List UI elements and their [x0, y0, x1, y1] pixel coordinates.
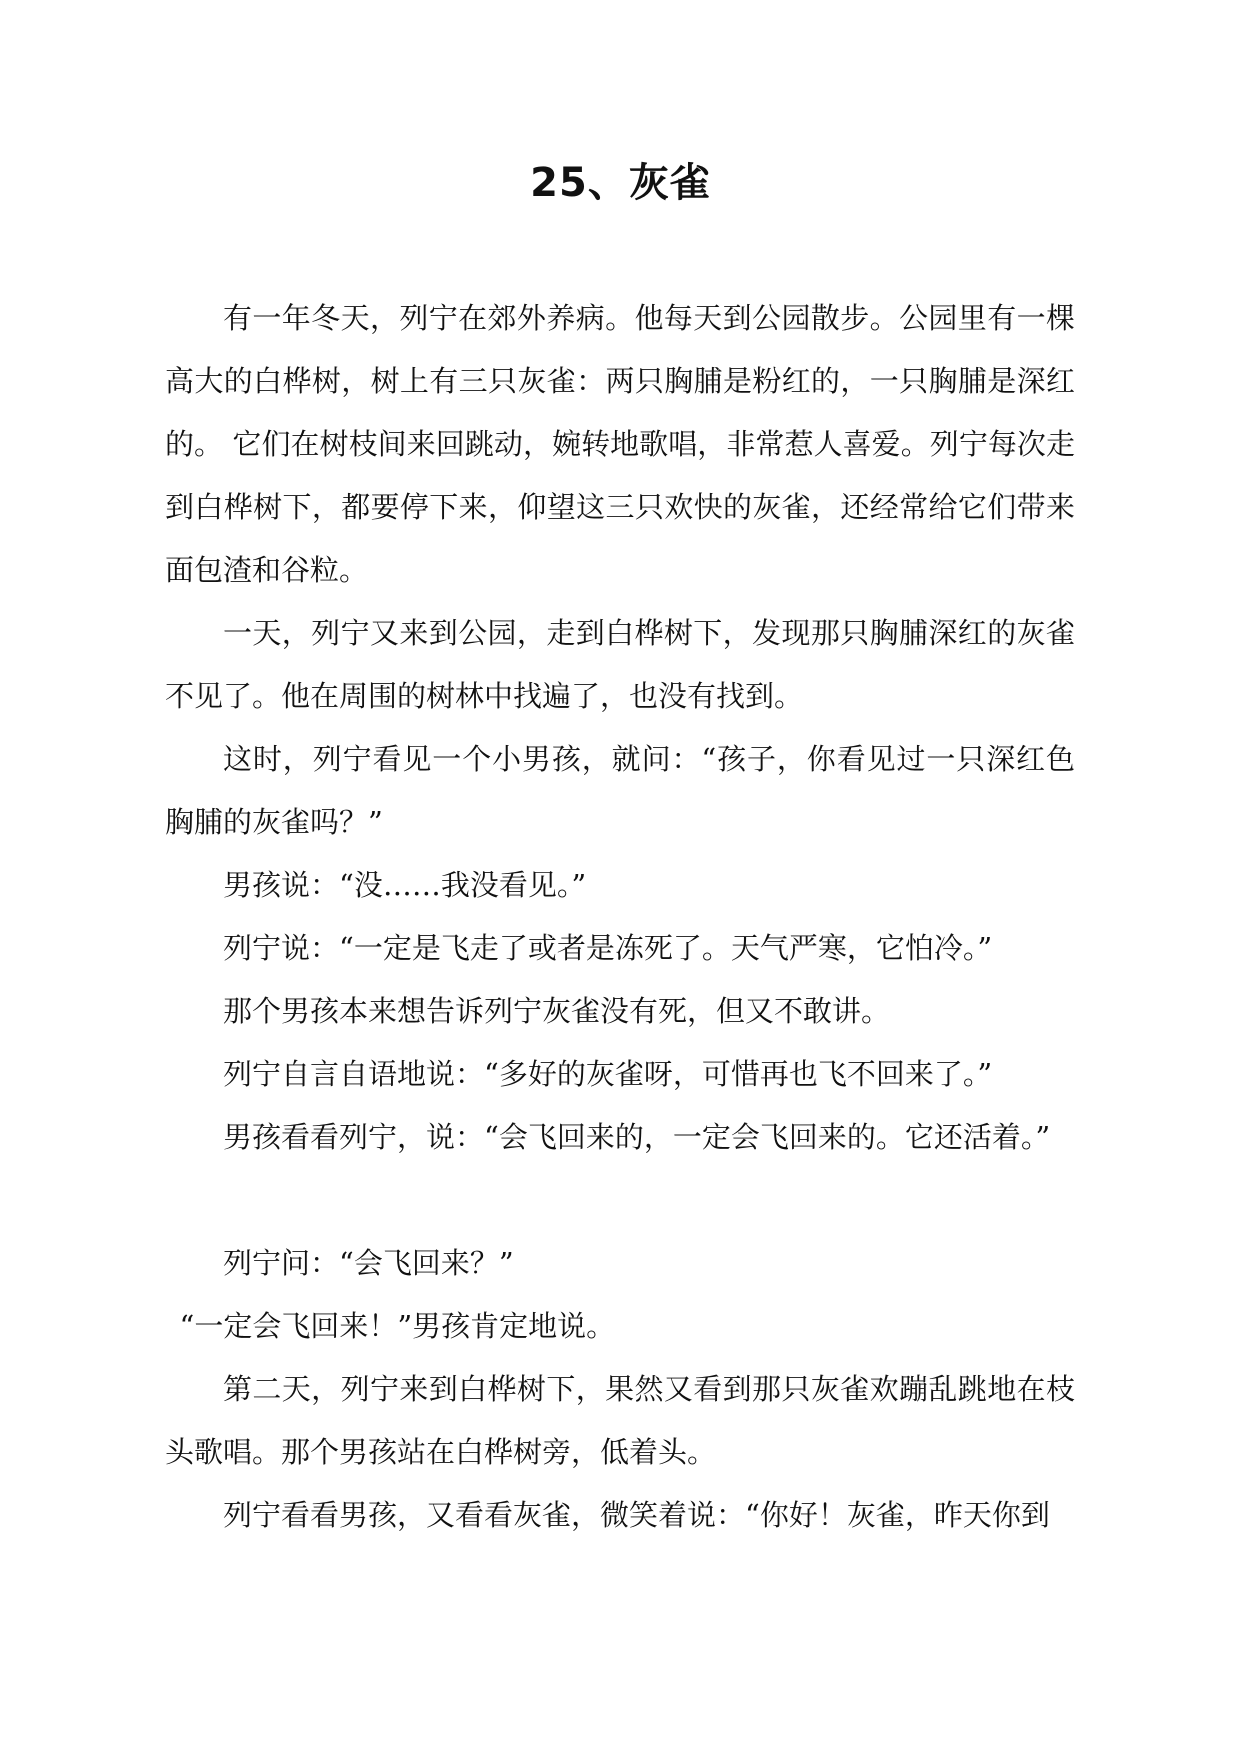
paragraph-11: 第二天，列宁来到白桦树下，果然又看到那只灰雀欢蹦乱跳地在枝头歌唱。那个男孩站在白桦树旁，低着头。 — [165, 1372, 1075, 1469]
paragraph-4: 男孩说：“没……我没看见。” — [223, 868, 587, 902]
story-body — [165, 287, 1075, 1547]
paragraph-3: 这时，列宁看见一个小男孩，就问：“孩子，你看见过一只深红色胸脯的灰雀吗？” — [165, 742, 1075, 839]
paragraph-9: 列宁问：“会飞回来？” — [223, 1246, 514, 1280]
paragraph-12: 列宁看看男孩，又看看灰雀，微笑着说：“你好！灰雀，昨天你到 — [223, 1498, 1050, 1532]
paragraph-7: 列宁自言自语地说：“多好的灰雀呀，可惜再也飞不回来了。” — [223, 1057, 993, 1091]
paragraph-10: “一定会飞回来！”男孩肯定地说。 — [179, 1309, 616, 1343]
paragraph-6: 那个男孩本来想告诉列宁灰雀没有死，但又不敢讲。 — [223, 994, 891, 1028]
paragraph-2: 一天，列宁又来到公园，走到白桦树下，发现那只胸脯深红的灰雀不见了。他在周围的树林中找遍了，也没有找到。 — [165, 616, 1075, 713]
paragraph-5: 列宁说：“一定是飞走了或者是冻死了。天气严寒，它怕冷。” — [223, 931, 993, 965]
paragraph-1: 有一年冬天，列宁在郊外养病。他每天到公园散步。公园里有一棵高大的白桦树，树上有三只灰雀：两只胸脯是粉红的，一只胸脯是深红的。 它们在树枝间来回跳动，婉转地歌唱，非常惹人喜爱。列宁每次走到白桦树下，都要停下来，仰望这三只欢快的灰雀，还经常给它们带来面包渣和谷粒。 — [165, 301, 1075, 587]
blank-line — [165, 1169, 1075, 1232]
paragraph-8: 男孩看看列宁，说：“会飞回来的，一定会飞回来的。它还活着。” — [223, 1120, 1051, 1154]
page-title: 25、灰雀 — [530, 160, 711, 206]
